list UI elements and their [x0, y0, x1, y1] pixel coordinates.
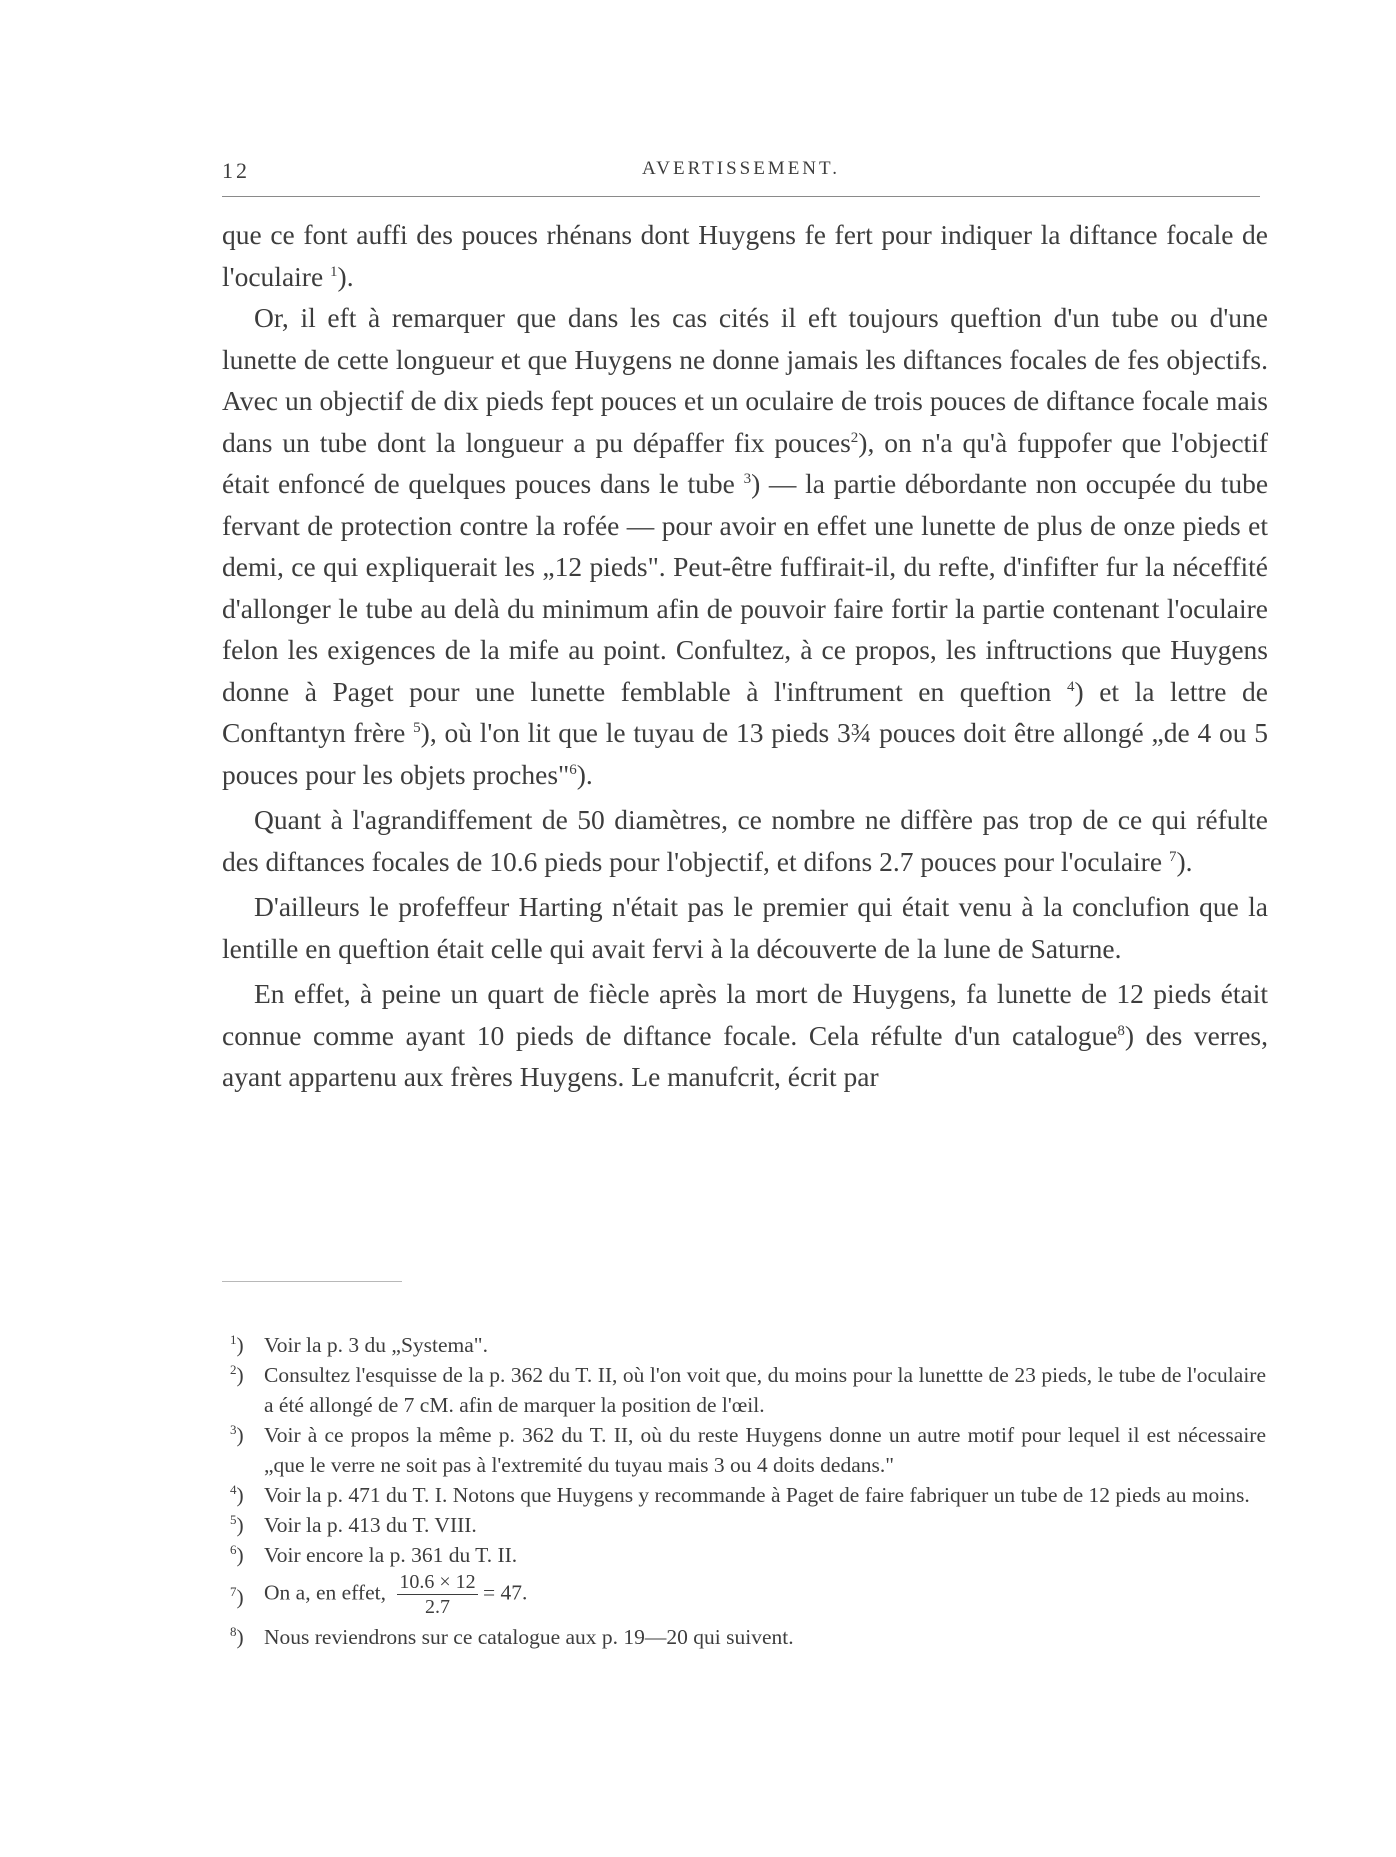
paragraph-5: En effet, à peine un quart de fiècle après la mort de Huygens, fa lunette de 12 pieds était connue comme ayant 10 pieds de diftance focale. Cela réfulte d'un catalogue$^8$) des verres, ayant appartenu aux frères Huygens. Le manufcrit, écrit par [222, 978, 1268, 1092]
footnote-mark: $^4$) [230, 1481, 244, 1507]
footnote-mark: $^1$) [230, 1331, 244, 1357]
fraction-denominator: 2.7 [425, 1596, 450, 1618]
footnote-ref-2: 2 [850, 429, 859, 446]
footnote-3: $^3$) Voir à ce propos la même p. 362 du T. II, où du reste Huygens donne un autre motif pour lequel il est nécessaire „que le verre ne soit pas à l'extremité du tuyau mais 3 ou 4 doits dedans." [230, 1421, 1266, 1477]
footnote-ref-3: 3 [743, 470, 752, 487]
footnote-mark: $^2$) [230, 1361, 244, 1387]
footnote-rule [222, 1281, 402, 1282]
footnote-mark: $^3$) [230, 1421, 244, 1447]
footnote-5: $^5$) Voir la p. 413 du T. VIII. [230, 1510, 1266, 1540]
footnote-ref-1: 1 [330, 263, 338, 280]
footnote-mark: $^7$) [230, 1583, 244, 1609]
footnote-mark: $^5$) [230, 1511, 244, 1537]
fraction-numerator: 10.6 × 12 [399, 1571, 476, 1593]
footnote-mark: $^8$) [230, 1623, 244, 1649]
footnote-ref-7: 7 [1168, 848, 1177, 865]
footnote-ref-4: 4 [1066, 678, 1075, 695]
footnotes [230, 1330, 1266, 1652]
footnote-8: $^8$) Nous reviendrons sur ce catalogue aux p. 19—20 qui suivent. [230, 1622, 1266, 1652]
footnote-4: $^4$) Voir la p. 471 du T. I. Notons que Huygens y recommande à Paget de faire fabriquer un tube de 12 pieds au moins. [230, 1480, 1266, 1510]
footnote-ref-8: 8 [1117, 1022, 1125, 1039]
running-head [222, 158, 1260, 188]
running-title: AVERTISSEMENT. [642, 158, 840, 179]
page-number: 12 [222, 158, 250, 183]
footnote-mark: $^6$) [230, 1541, 244, 1567]
footnote-1: $^1$) Voir la p. 3 du „Systema". [230, 1330, 1266, 1360]
paragraph-1: que ce font auffi des pouces rhénans dont Huygens fe fert pour indiquer la diftance focale de l'oculaire $^1$). [222, 219, 1268, 292]
footnote-2: $^2$) Consultez l'esquisse de la p. 362 du T. II, où l'on voit que, du moins pour la lunettte de 23 pieds, le tube de l'oculaire a été allongé de 7 cM. afin de marquer la position de l'œil. [230, 1361, 1266, 1417]
footnote-6: $^6$) Voir encore la p. 361 du T. II. [230, 1540, 1266, 1570]
header-rule [222, 196, 1260, 197]
footnote-ref-5: 5 [413, 719, 421, 736]
fraction [397, 1570, 477, 1619]
paragraph-4: D'ailleurs le profeffeur Harting n'était pas le premier qui était venu à la conclufion que la lentille en queftion était celle qui avait fervi à la découverte de la lune de Saturne. [222, 891, 1268, 964]
main-text [222, 214, 1268, 1098]
paragraph-3: Quant à l'agrandiffement de 50 diamètres, ce nombre ne diffère pas trop de ce qui réfulte des diftances focales de 10.6 pieds pour l'objectif, et difons 2.7 pouces pour l'oculaire $^7$). [222, 804, 1268, 877]
footnote-7: $^7$) On a, en effet, $\frac{10.6 \times 12}{2.7}$ = 47. [230, 1571, 528, 1618]
footnote-ref-6: 6 [569, 761, 577, 778]
paragraph-2: Or, il eft à remarquer que dans les cas cités il eft toujours queftion d'un tube ou d'une lunette de cette longueur et que Huygens ne donne jamais les diftances focales de fes objectifs. Avec un objectif de dix pieds fept pouces et un oculaire de trois pouces de diftance focale mais dans un tube dont la longueur a pu dépaffer fix pouces$^2$), on n'a qu'à fuppofer que l'objectif était enfoncé de quelques pouces dans le tube $^3$) — la partie débordante non occupée du tube fervant de protection contre la rofée — pour avoir en effet une lunette de plus de onze pieds et demi, ce qui expliquerait les „12 pieds". Peut-être fuffirait-il, du refte, d'infifter fur la néceffité d'allonger le tube au delà du minimum afin de pouvoir faire fortir la partie contenant l'oculaire felon les exigences de la mife au point. Confultez, à ce propos, les inftructions que Huygens donne à Paget pour une lunette femblable à l'inftrument en queftion $^4$) et la lettre de Conftantyn frère $^5$), où l'on lit que le tuyau de 13 pieds 3¾ pouces doit être allongé „de 4 ou 5 pouces pour les objets proches"$^6$). [222, 302, 1269, 790]
